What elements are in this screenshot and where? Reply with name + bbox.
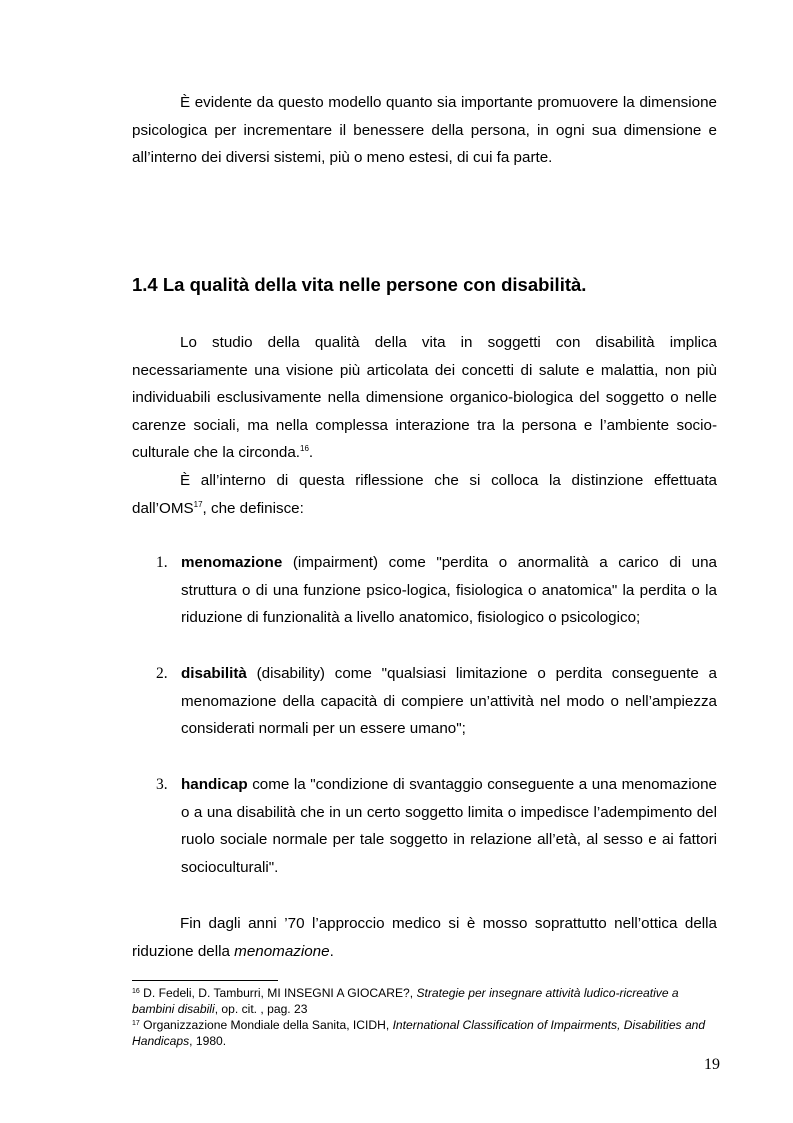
paragraph-oms-end: , che definisce:: [202, 499, 304, 517]
footnote-marker: 16: [132, 988, 140, 995]
paragraph-quality-of-life: [132, 329, 717, 467]
list-number: 1.: [156, 554, 168, 571]
footnote-title: Strategie per insegnare attività ludico-ricreative a bambini disabili: [132, 986, 679, 1017]
paragraph-quality-of-life-text: Lo studio della qualità della vita in soggetti con disabilità implica necessariamente una visione più articolata dei concetti di salute e malattia, non più individuabili esclusivamente nella dimensione organico-biologica del soggetto o nelle carenze sociali, ma nella complessa interazione tra la persona e l’ambiente socio-culturale che la circonda.: [132, 334, 717, 462]
footnote-title: International Classification of Impairments, Disabilities and Handicaps: [132, 1018, 706, 1049]
list-item-text: [181, 771, 717, 881]
list-term: menomazione: [181, 554, 283, 571]
section-heading: 1.4 La qualità della vita nelle persone con disabilità.: [132, 274, 587, 295]
list-number: 3.: [156, 776, 168, 793]
page-number: 19: [704, 1056, 720, 1073]
footnote-marker: 17: [132, 1020, 140, 1027]
paragraph-medical-approach: [132, 910, 717, 965]
list-definition: (impairment) come "perdita o anormalità a carico di una struttura o di una funzione psico-logica, fisiologica o anatomica" la perdita o la riduzione di funzionalità a livello anatomico, fisiologico o psicologico;: [181, 554, 717, 627]
paragraph-intro-text: È evidente da questo modello quanto sia importante promuovere la dimensione psicologica per incrementare il benessere della persona, in ogni sua dimensione e all’interno dei diversi sistemi, più o meno estesi, di cui fa parte.: [132, 94, 717, 167]
footnote-text: Organizzazione Mondiale della Sanita, ICIDH,: [139, 1018, 393, 1032]
footnote-ref-17: 17: [193, 499, 203, 509]
list-term: disabilità: [181, 665, 247, 682]
list-item-text: [181, 549, 717, 632]
footnote-citation: , op. cit. , pag. 23: [214, 1002, 308, 1017]
paragraph-medical-end: .: [329, 942, 334, 960]
emphasis-menomazione: menomazione: [234, 942, 330, 960]
list-definition: come la "condizione di svantaggio conseguente a una menomazione o a una disabilità che in un certo soggetto limita o impedisce l’adempimento del ruolo sociale normale per tale soggetto in relazione all’età, al sesso e ai fattori socioculturali".: [181, 776, 717, 876]
paragraph-period: .: [308, 444, 314, 462]
list-term: handicap: [181, 776, 248, 793]
list-item-text: [181, 660, 717, 743]
paragraph-medical-text: Fin dagli anni ’70 l’approccio medico si è mosso soprattutto nell’ottica della riduzione della: [132, 915, 717, 960]
footnote-citation: , 1980.: [189, 1034, 227, 1049]
paragraph-oms-text: È all’interno di questa riflessione che si colloca la distinzione effettuata dall’OMS: [132, 472, 717, 517]
paragraph-oms: [132, 467, 717, 522]
list-definition: (disability) come "qualsiasi limitazione o perdita conseguente a menomazione della capacità di compiere un’attività nel modo o nell’ampiezza considerati normali per un essere umano";: [181, 665, 717, 738]
paragraph-intro: [132, 89, 717, 172]
footnote-17: [132, 1017, 717, 1050]
list-number: 2.: [156, 665, 168, 682]
footnote-text: D. Fedeli, D. Tamburri, MI INSEGNI A GIOCARE?,: [139, 986, 417, 1000]
footnote-ref-16: 16: [300, 444, 309, 454]
footnote-separator: [132, 980, 278, 981]
footnote-16: [132, 985, 717, 1018]
